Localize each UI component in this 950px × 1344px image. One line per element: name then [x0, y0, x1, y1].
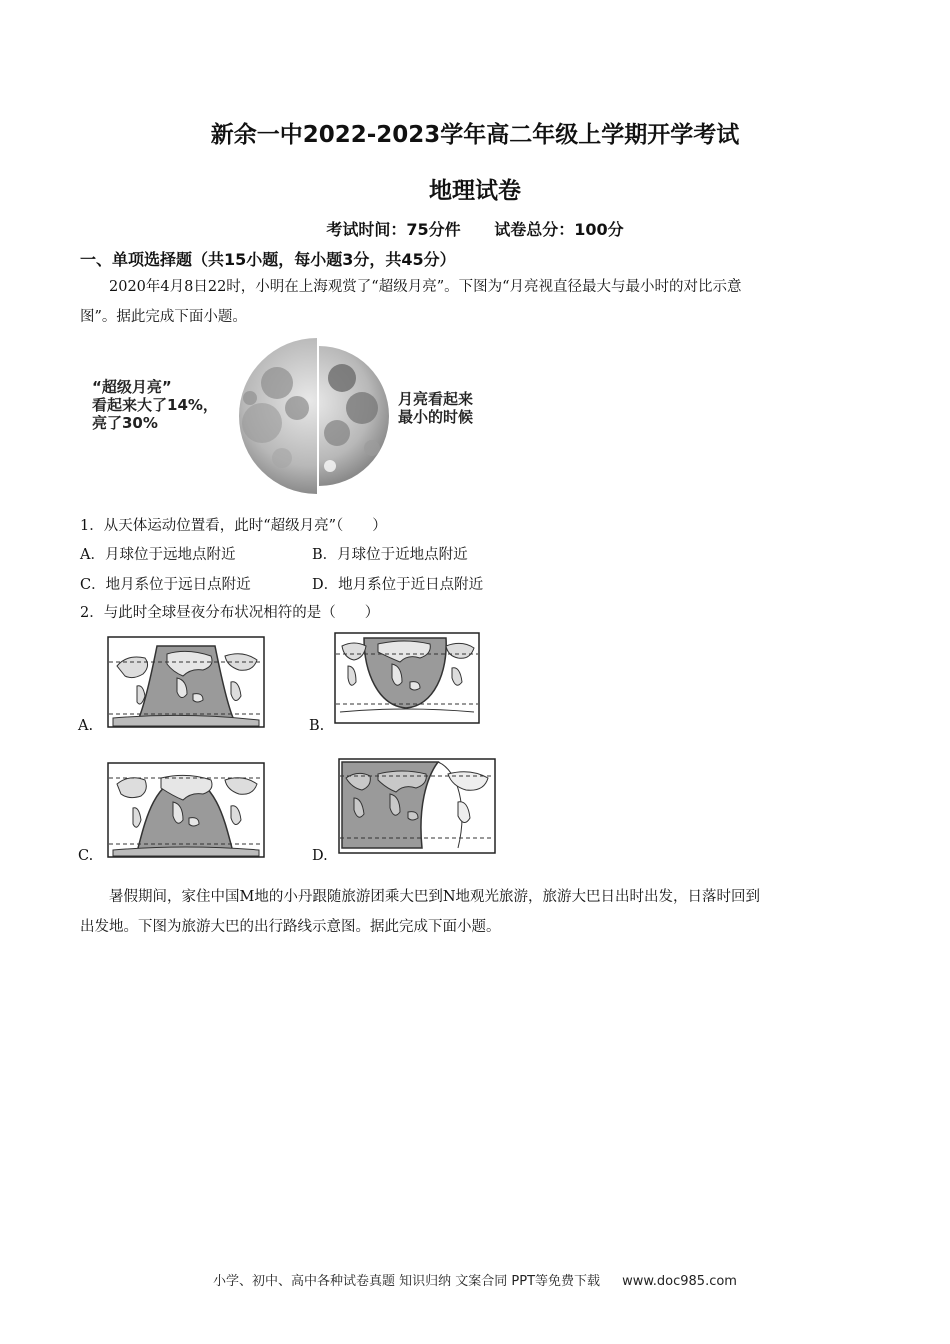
page-subtitle: 地理试卷	[429, 178, 521, 204]
moon-right-label-2: 最小的时候	[398, 408, 474, 426]
section-heading: 一、单项选择题（共15小题，每小题3分，共45分）	[80, 250, 456, 269]
moon-image	[222, 338, 407, 494]
passage-1-line-1: 2020年4月8日22时，小明在上海观赏了“超级月亮”。下图为“月亮视直径最大与最小时的对比示意	[109, 279, 742, 295]
footer-url-link[interactable]: www.doc985.com	[622, 1274, 737, 1289]
q2-option-b: B.	[309, 718, 325, 734]
passage-2-line-2: 出发地。下图为旅游大巴的出行路线示意图。据此完成下面小题。	[80, 919, 501, 935]
moon-figure	[80, 338, 500, 494]
q2-option-d: D.	[312, 848, 328, 864]
moon-left-label-1: “超级月亮”	[92, 378, 172, 396]
passage-2-line-1: 暑假期间，家住中国M地的小丹跟随旅游团乘大巴到N地观光旅游，旅游大巴日出时出发，日落时回到	[109, 889, 761, 905]
footer	[0, 1270, 950, 1289]
q2-option-a: A.	[78, 718, 94, 734]
passage-1-line-2: 图”。据此完成下面小题。	[80, 309, 247, 325]
world-map-a	[107, 636, 265, 728]
q1-stem: 1．从天体运动位置看，此时“超级月亮”（ ）	[80, 518, 387, 534]
moon-right-label-1: 月亮看起来	[398, 390, 474, 408]
world-map-c	[107, 762, 265, 858]
passage-2	[80, 882, 875, 942]
footer-text: 小学、初中、高中各种试卷真题 知识归纳 文案合同 PPT等免费下载	[213, 1274, 601, 1289]
q2-option-c: C.	[78, 848, 94, 864]
q1-option-b: B．月球位于近地点附近	[312, 547, 468, 563]
exam-info	[0, 217, 950, 240]
world-map-b	[334, 632, 480, 724]
moon-left-label-3: 亮了30%	[92, 414, 158, 432]
total-score: 试卷总分：100分	[494, 220, 624, 239]
page-title: 新余一中2022-2023学年高二年级上学期开学考试	[210, 122, 740, 148]
q1-option-c: C．地月系位于远日点附近	[80, 577, 251, 593]
q1-option-a: A．月球位于远地点附近	[80, 547, 236, 563]
q1-option-d: D．地月系位于近日点附近	[312, 577, 484, 593]
exam-time: 考试时间：75分件	[326, 220, 461, 239]
passage-1	[80, 272, 875, 332]
moon-left-label-2: 看起来大了14%，	[92, 396, 218, 414]
q2-stem: 2．与此时全球昼夜分布状况相符的是（ ）	[80, 605, 380, 621]
world-map-d	[338, 758, 496, 854]
